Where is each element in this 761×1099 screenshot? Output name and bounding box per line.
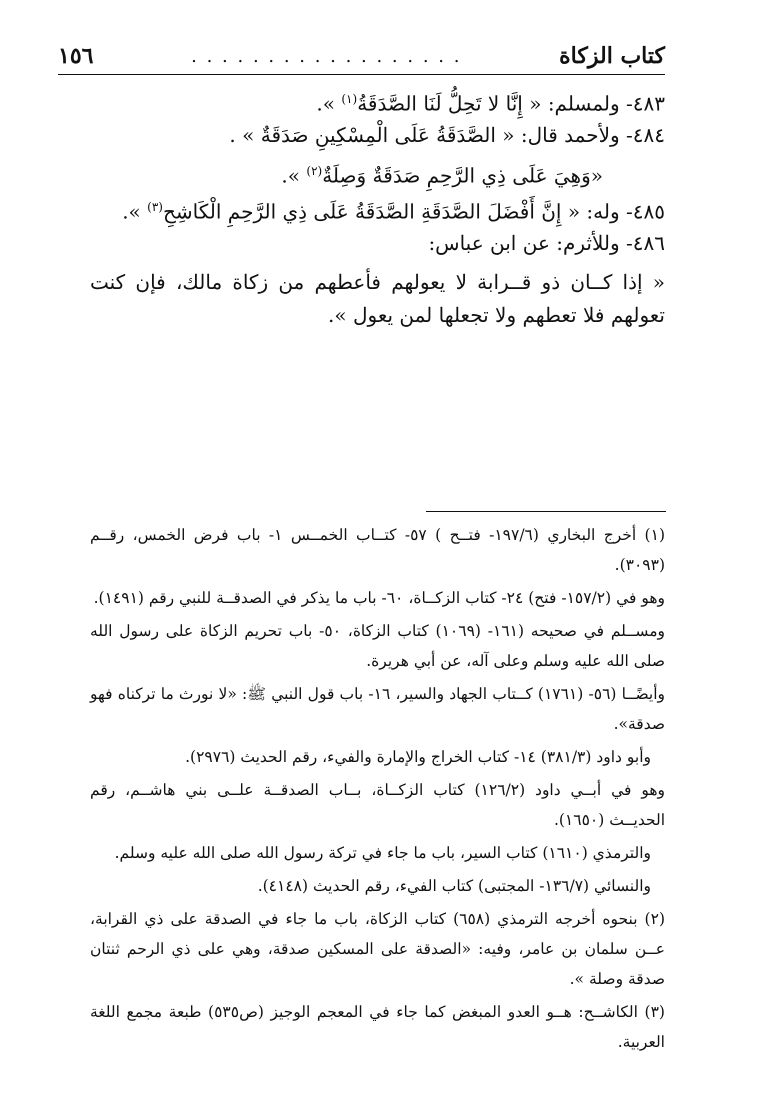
- footnote-2: (٢) بنحوه أخرجه الترمذي (٦٥٨) كتاب الزكاة، باب ما جاء في الصدقة على ذي القرابة، عــن سلمان بن عامر، وفيه: «الصدقة على المسكين صدقة، وهي على ذي الرحم ثنتان صدقة وصلة ».: [90, 910, 665, 988]
- footnote-ref: (٣): [147, 200, 163, 214]
- hadith-text: ولأحمد قال: « الصَّدَقَةُ عَلَى الْمِسْكِينِ صَدَقَةٌ » .: [229, 123, 620, 147]
- footnote-3: (٣) الكاشــح: هــو العدو المبغض كما جاء في المعجم الوجيز (ص٥٣٥) طبعة مجمع اللغة العربية.: [90, 1003, 665, 1051]
- hadith-text: «وَهِيَ عَلَى ذِي الرَّحِمِ صَدَقَةٌ وَصِلَةٌ: [322, 163, 603, 188]
- footnote-ref: (٢): [306, 164, 323, 178]
- hadith-number: ٤٨٦-: [626, 231, 665, 255]
- hadith-number: ٤٨٤-: [626, 123, 665, 147]
- hadith-tail: ».: [316, 91, 342, 116]
- footnote-1-line: وهو في (١٥٧/٢- فتح) ٢٤- كتاب الزكــاة، ٦٠- باب ما يذكر في الصدقــة للنبي رقم (١٤٩١).: [93, 589, 665, 607]
- hadith-text: وله: « إِنَّ أَفْضَلَ الصَّدَقَةِ الصَّدَقَةُ عَلَى ذِي الرَّحِمِ الْكَاشِحِ: [162, 199, 620, 224]
- hadith-number: ٤٨٣-: [626, 91, 665, 116]
- footnote-separator: [426, 511, 666, 512]
- hadith-number: ٤٨٥-: [626, 199, 665, 224]
- header-leader-dots: . . . . . . . . . . . . . . . . . .: [191, 45, 462, 67]
- hadith-484: [90, 120, 665, 156]
- footnote-1-line: وأبو داود (٣٨١/٣) ١٤- كتاب الخراج والإمارة والفيء، رقم الحديث (٢٩٧٦).: [185, 748, 651, 766]
- footnote-1-line: وهو في أبــي داود (١٢٦/٢) كتاب الزكــاة، بــاب الصدقــة علــى بني هاشــم، رقم الحديــث (١٦٥٠).: [90, 781, 665, 829]
- hadith-486: [90, 228, 665, 264]
- footnotes: [90, 520, 665, 1060]
- page-number: ١٥٦: [58, 43, 94, 69]
- hadith-485: [90, 192, 665, 228]
- quoted-paragraph: « إذا كــان ذو قــرابة لا يعولهم فأعطهم من زكاة مالك، فإن كنت تعولهم فلا تعطهم ولا تجعلها لمن يعول ».: [90, 270, 665, 327]
- hadith-484-continued: [90, 156, 665, 192]
- footnote-ref: (١): [341, 92, 358, 106]
- hadith-text: وللأثرم: عن ابن عباس:: [428, 231, 620, 255]
- main-text: [90, 84, 665, 332]
- hadith-tail: ».: [122, 199, 148, 224]
- footnote-1: (١) أخرج البخاري (١٩٧/٦- فتــح ) ٥٧- كتــاب الخمــس ١- باب فرض الخمس، رقــم (٣٠٩٣).: [90, 526, 665, 574]
- footnote-1-line: وأيضًــا (٥٦- (١٧٦١) كــتاب الجهاد والسير، ١٦- باب قول النبي ﷺ: «لا نورث ما تركناه فهو صدقة».: [90, 685, 665, 733]
- footnote-1-line: ومســلم في صحيحه (١٦١- (١٠٦٩) كتاب الزكاة، ٥٠- باب تحريم الزكاة على رسول الله صلى الله عليه وسلم وعلى آله، عن أبي هريرة.: [90, 622, 666, 670]
- hadith-text: ولمسلم: « إِنَّا لا تَحِلُّ لَنَا الصَّدَقَةُ: [357, 91, 620, 116]
- footnote-1-line: والنسائي (١٣٦/٧- المجتبى) كتاب الفيء، رقم الحديث (٤١٤٨).: [257, 877, 651, 895]
- hadith-tail: ».: [281, 163, 307, 188]
- chapter-title: كتاب الزكاة: [559, 43, 665, 69]
- footnote-1-line: والترمذي (١٦١٠) كتاب السير، باب ما جاء في تركة رسول الله صلى الله عليه وسلم.: [114, 844, 651, 862]
- page-header: [58, 38, 665, 75]
- hadith-483: [90, 84, 665, 120]
